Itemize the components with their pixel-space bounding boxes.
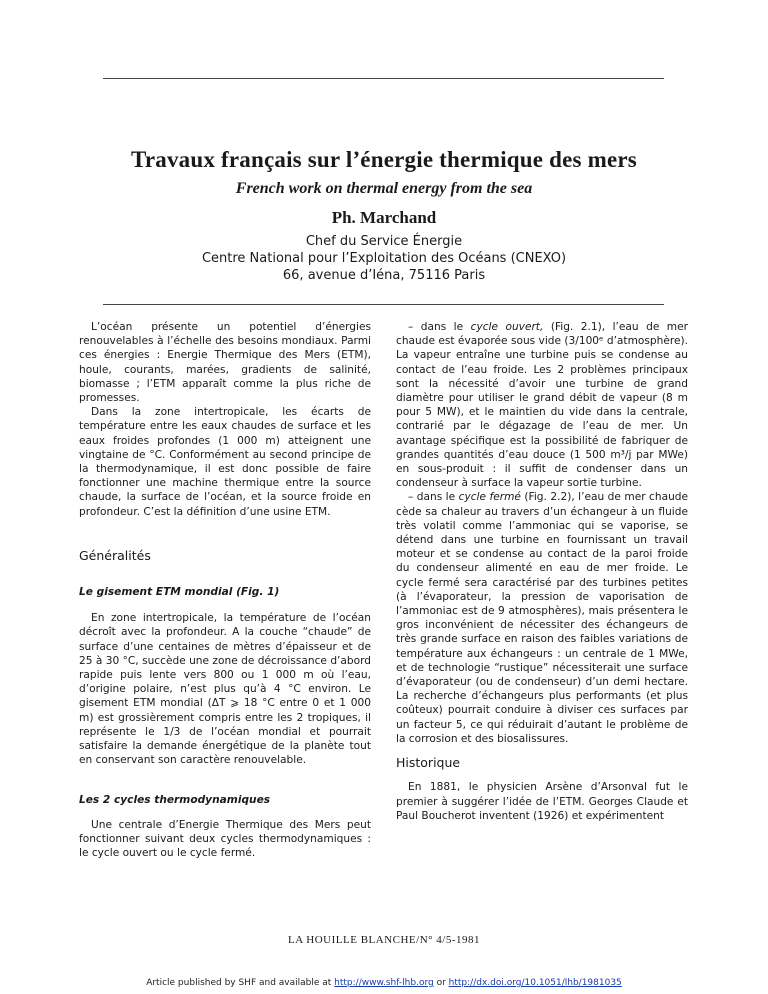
cycles-paragraph: Une centrale d’Energie Thermique des Mers peut fonctionner suivant deux cycles thermodynamiques : le cycle ouvert ou le cycle fermé.: [79, 818, 371, 860]
credit-prefix: Article published by SHF and available at: [146, 978, 335, 988]
publication-credit: [0, 978, 768, 988]
article-title: Travaux français sur l’énergie thermique des mers: [131, 147, 637, 172]
right-column: [396, 320, 688, 823]
closed-cycle-prefix: – dans le: [408, 491, 459, 504]
open-cycle-text: (Fig. 2.1), l’eau de mer chaude est évaporée sous vide (3/100ᵉ d’atmosphère). La vapeur entraîne une turbine puis se condense au contact de l’eau froide. Les 2 problèmes principaux sont la nécessité d’avoir une turbine de grand diamètre pour utiliser le grand débit de vapeur (8 m pour 5 MW), et le maintien du vide dans la centrale, contrarié par le dégazage de l’eau de mer. Un avantage spécifique est la possibilité de fabriquer de grandes quantités d’eau douce (1 500 m³/j par MWe) en sous-produit : il suffit de condenser dans un condenseur à surface la vapeur sortie turbine.: [396, 321, 689, 490]
open-cycle-term: cycle ouvert,: [470, 321, 544, 333]
closed-cycle-term: cycle fermé: [458, 491, 521, 504]
left-column: [79, 320, 371, 860]
journal-footer: LA HOUILLE BLANCHE/N° 4/5-1981: [287, 934, 481, 946]
affiliation-line-1: Chef du Service Énergie: [305, 234, 463, 249]
article-subtitle: French work on thermal energy from the sea: [235, 180, 533, 197]
header-separator-rule: [103, 304, 664, 305]
credit-mid: or: [433, 978, 449, 988]
author-name: Ph. Marchand: [331, 208, 437, 227]
doi-link[interactable]: http://dx.doi.org/10.1051/lhb/1981035: [448, 978, 622, 988]
affiliation-line-3: 66, avenue d’Iéna, 75116 Paris: [282, 268, 486, 283]
closed-cycle-text: (Fig. 2.2), l’eau de mer chaude cède sa chaleur au travers d’un échangeur à un fluide très volatil comme l’ammoniac qui se vaporise, se détend dans une turbine en fournissant un travail moteur et se condense au contact de la paroi froide du condenseur alimenté en eau de mer froide. Le cycle fermé sera caractérisé par des turbines petites (à l’évaporateur, la pression de vaporisation de l’ammoniac est de 9 atmosphères), mais présentera le gros inconvénient de nécessiter des échangeurs de très grande surface en raison des faibles variations de température aux échangeurs : un centrale de 1 MWe, et de technologie “rustique” nécessiterait une surface d’évaporateur (ou de condenseur) d’un demi hectare. La recherche d’échangeurs plus performants (et plus coûteux) pourrait conduire à diviser ces surfaces par un facteur 5, ce qui réduirait d’autant le problème de la corrosion et des biosalissures.: [396, 491, 689, 745]
section-heading-historique: Historique: [396, 755, 461, 771]
top-rule: [103, 78, 664, 79]
open-cycle-paragraph: [396, 320, 688, 490]
intro-paragraph-1: L’océan présente un potentiel d’énergies renouvelables à l’échelle des besoins mondiaux. Parmi ces énergies : Energie Thermique des Mers (ETM), houle, courants, marées, gradients de salinité, biomasse ; l’ETM apparaît comme la plus riche de promesses.: [79, 321, 371, 405]
intro-paragraph-2: Dans la zone intertropicale, les écarts de température entre les eaux chaudes de surface et les eaux froides profondes (1 000 m) atteignent une vingtaine de °C. Conformément au second principe de la thermodynamique, il est donc possible de faire fonctionner une machine thermique entre la source chaude, la surface de l’océan, et la source froide en profondeur. C’est la définition d’une usine ETM.: [79, 406, 371, 518]
closed-cycle-paragraph: [396, 490, 688, 746]
subsection-heading-cycles: Les 2 cycles thermodynamiques: [79, 794, 271, 807]
open-cycle-prefix: – dans le: [408, 321, 471, 333]
gisement-paragraph: En zone intertropicale, la température de l’océan décroît avec la profondeur. A la couche “chaude” de surface d’une centaines de mètres d’épaisseur et de 25 à 30 °C, succède une zone de décroissance d’abord rapide puis lente vers 800 ou 1 000 m où l’eau, d’origine polaire, n’est plus qu’à 4 °C environ. Le gisement ETM mondial (ΔT ⩾ 18 °C entre 0 et 1 000 m) est grossièrement compris entre les 2 tropiques, il représente le 1/3 de l’océan mondial et pourrait satisfaire la demande énergétique de la planète tout en conservant son caractère renouvelable.: [79, 612, 371, 767]
subsection-heading-gisement: Le gisement ETM mondial (Fig. 1): [79, 586, 280, 599]
historique-paragraph: En 1881, le physicien Arsène d’Arsonval fut le premier à suggérer l’idée de l’ETM. Georges Claude et Paul Boucherot inventent (1926) et expérimentent: [396, 781, 688, 822]
affiliation-line-2: Centre National pour l’Exploitation des Océans (CNEXO): [201, 251, 567, 266]
shf-link[interactable]: http://www.shf-lhb.org: [334, 978, 434, 988]
section-heading-generalites: Généralités: [79, 547, 151, 563]
